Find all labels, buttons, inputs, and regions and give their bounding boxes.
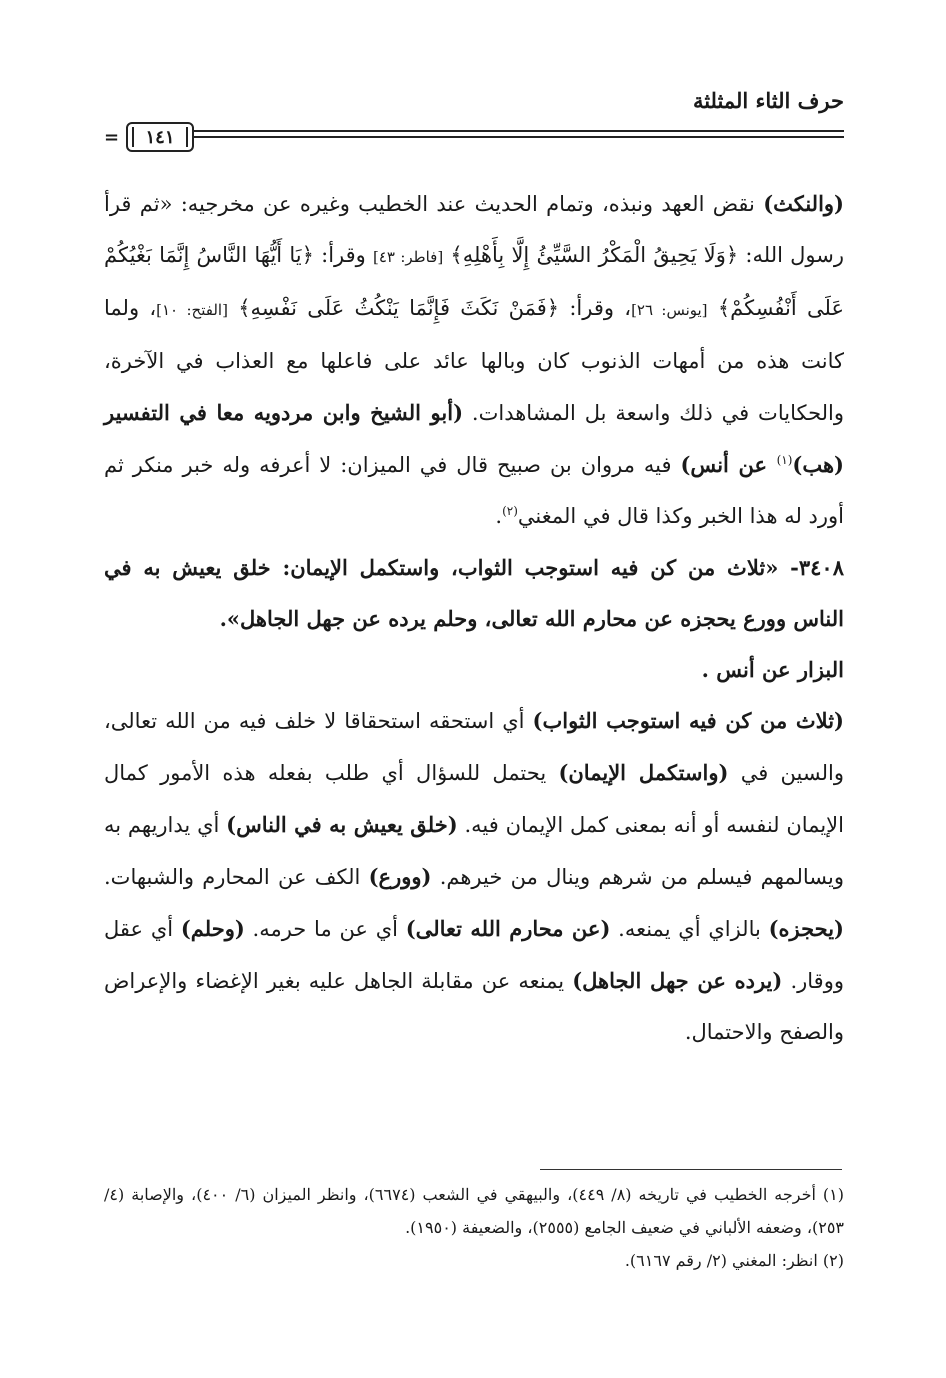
quran-ref: [يونس: ٢٦] xyxy=(631,301,708,319)
source-attribution: (أبو الشيخ وابن مردويه معا في التفسير (هب) xyxy=(104,400,844,477)
footnote-2: (٢) انظر: المغني (٢/ رقم ٦١٦٧). xyxy=(624,1251,844,1270)
running-title: حرف الثاء المثلثة xyxy=(692,88,844,113)
quoted-term: (يحجزه) xyxy=(768,916,844,941)
text-segment: أي استحقه استحقاقا لا خلف فيه من الله تعالى، والسين في xyxy=(104,709,844,785)
text-segment: ، ولما كانت هذه من أمهات الذنوب كان وبالها عائد على فاعلها مع العذاب في الآخرة، والحكايات في ذلك واسعة بل المشاهدات. xyxy=(104,296,844,425)
footnote-marker: (١) xyxy=(776,453,793,467)
quoted-term: (ثلاث من كن فيه استوجب الثواب) xyxy=(532,708,844,733)
text-segment: أي عن ما حرمه. xyxy=(244,917,406,941)
hadith-text: ٣٤٠٨- «ثلاث من كن فيه استوجب الثواب، واستكمل الإيمان: خلق يعيش به في الناس وورع يحجزه عن محارم الله تعالى، وحلم يرده عن جهل الجاهل». xyxy=(104,555,844,631)
header-rule-line-bottom xyxy=(194,136,844,138)
quoted-term: (وحلم) xyxy=(180,916,245,941)
source-attribution: عن أنس) xyxy=(680,452,777,477)
quoted-term: (يرده عن جهل الجاهل) xyxy=(572,968,783,993)
header-rule xyxy=(104,118,844,152)
text-segment: وقرأ: ﴿يَا أَيُّهَا النَّاسُ إِنَّمَا بَغْيُكُمْ عَلَى أَنْفُسِكُمْ﴾ xyxy=(104,243,844,320)
text-segment: أي عقل ووقار. xyxy=(104,917,844,993)
body-text xyxy=(104,178,844,1058)
text-segment: . xyxy=(495,504,503,528)
term-nakth: (والنكث) xyxy=(763,191,844,216)
text-segment: ، وقرأ: ﴿فَمَنْ نَكَثَ فَإِنَّمَا يَنْكُثُ عَلَى نَفْسِهِ﴾ xyxy=(227,296,632,320)
page-number: ١٤١ xyxy=(126,122,194,152)
quoted-term: (عن محارم الله تعالى) xyxy=(405,916,611,941)
quoted-term: (وورع) xyxy=(368,864,432,889)
text-segment: يمنعه عن مقابلة الجاهل عليه بغير الإغضاء والإعراض والصفح والاحتمال. xyxy=(104,969,844,1044)
paragraph-commentary xyxy=(104,695,844,1058)
text-segment: يحتمل للسؤال أي طلب بفعله هذه الأمور كمال الإيمان لنفسه أو أنه بمعنى كمل الإيمان فيه. xyxy=(104,761,844,837)
text-segment: الكف عن المحارم والشبهات. xyxy=(104,865,369,889)
left-mark: = xyxy=(104,127,120,148)
quran-ref: [فاطر: ٤٣] xyxy=(373,248,444,266)
text-segment: فيه مروان بن صبيح قال في الميزان: لا أعرفه وله خبر منكر ثم أورد له هذا الخبر وكذا قال في المغني xyxy=(104,453,844,528)
footnotes xyxy=(104,1178,844,1277)
text-segment: بالزاي أي يمنعه. xyxy=(610,917,769,941)
text-segment: نقض العهد ونبذه، وتمام الحديث عند الخطيب وغيره عن مخرجيه: «ثم قرأ رسول الله: ﴿وَلَا يَحِيقُ الْمَكْرُ السَّيِّئُ إِلَّا بِأَهْلِهِ﴾ xyxy=(104,192,844,267)
paragraph-1 xyxy=(104,178,844,542)
footnote-separator xyxy=(540,1169,842,1170)
quoted-term: (واستكمل الإيمان) xyxy=(558,760,729,785)
quran-ref: [الفتح: ١٠] xyxy=(156,301,228,319)
text-segment: أي يداريهم به ويسالمهم فيسلم من شرهم وينال من خيرهم. xyxy=(104,813,844,889)
footnote-marker: (٢) xyxy=(502,504,518,518)
footnote-1: (١) أخرجه الخطيب في تاريخه (٨/ ٤٤٩)، والبيهقي في الشعب (٦٦٧٤)، وانظر الميزان (٦/ ٤٠٠)، والإصابة (٤/ ٢٥٣)، وضعفه الألباني في ضعيف الجامع (٢٥٥٥)، والضعيفة (١٩٥٠). xyxy=(104,1185,845,1237)
hadith-source: البزار عن أنس . xyxy=(701,657,844,682)
quoted-term: (خلق يعيش به في الناس) xyxy=(226,812,458,837)
header-rule-line-top xyxy=(194,130,844,132)
